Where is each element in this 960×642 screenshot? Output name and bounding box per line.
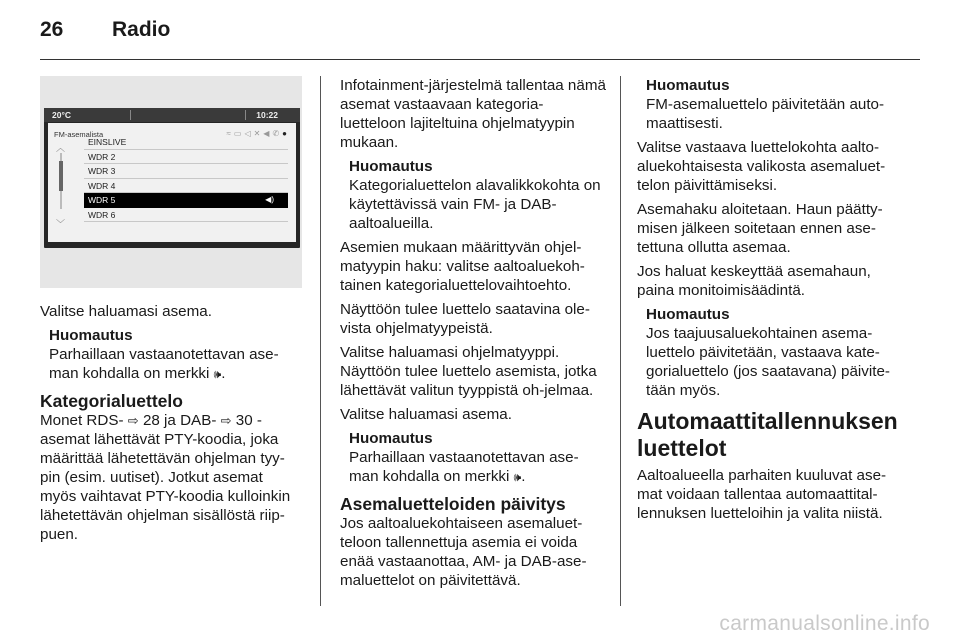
paragraph: Näyttöön tulee luettelo saatavina ole-vista ohjelmatyypeistä. — [340, 301, 590, 337]
chapter-title: Radio — [112, 18, 171, 41]
close-icon: ✕ — [253, 129, 264, 138]
section-heading-asemaluetteloiden-paivitys: Asemaluetteloiden päivitys — [340, 494, 566, 514]
scroll-down-icon[interactable]: ﹀ — [56, 219, 66, 229]
note-title: Huomautus — [349, 158, 433, 175]
mute-icon: ◁ — [244, 129, 254, 138]
station-list-item[interactable] — [84, 208, 288, 223]
page-header — [40, 18, 170, 48]
scrollbar-thumb[interactable] — [59, 161, 63, 191]
note-text: Jos taajuusaluekohtainen asema-luettelo päivitetään, vastaava kate-gorialuettelo (jos saatavana) päivite-tään myös. — [646, 325, 890, 399]
paragraph: Valitse haluamasi ohjelmatyyppi. Näyttöön tulee luettelo asemista, jotka lähettävät valitun tyyppistä oh-jelmaa. — [340, 344, 597, 399]
paragraph: Valitse haluamasi asema. — [340, 406, 512, 423]
station-name: WDR 3 — [88, 166, 116, 176]
station-name: WDR 5 — [88, 195, 116, 205]
speaker-icon: 🕪 — [513, 470, 522, 484]
note-box — [637, 305, 905, 400]
note-text: FM-asemaluettelo päivitetään auto-maattisesti. — [646, 96, 885, 132]
phone-icon: ✆ — [272, 129, 283, 138]
temperature-readout: 20°C — [52, 110, 71, 120]
section-heading-automaattitallennuksen-luettelot: Automaattitallennuksen luettelot — [637, 408, 898, 461]
speaker-icon: 🕪 — [213, 367, 222, 381]
note-box — [340, 157, 608, 233]
speaker-icon: ◀) — [265, 195, 274, 204]
paragraph: Valitse vastaava luettelokohta aalto-aluekohtaisesta valikosta asemaluet-telon päivittämiseksi. — [637, 139, 886, 194]
station-list-item[interactable] — [84, 179, 288, 194]
volume-icon: ◀ — [263, 129, 273, 138]
paragraph: Asemahaku aloitetaan. Haun päätty-misen jälkeen soitetaan ennen ase-tettuna ollutta asemaa. — [637, 201, 883, 256]
station-name: WDR 2 — [88, 151, 116, 162]
paragraph: Aaltoalueella parhaiten kuuluvat ase-mat voidaan tallentaa automaattital-lennuksen luetteloihin ja valita niistä. — [637, 467, 887, 522]
note-title: Huomautus — [349, 430, 433, 447]
paragraph: Asemien mukaan määrittyvän ohjel-matyypin haku: valitse aaltoaluekoh-tainen kategorialuettelovaihtoehto. — [340, 239, 585, 294]
column-divider-2 — [620, 76, 621, 606]
scroll-up-icon[interactable]: ︿ — [56, 143, 66, 153]
column-3 — [637, 76, 905, 528]
info-icon: ● — [282, 129, 290, 138]
signal-icon: ≈ — [226, 129, 234, 138]
page-ref-arrow-icon: ⇨ — [220, 413, 232, 428]
note-title: Huomautus — [646, 306, 730, 323]
station-name: WDR 6 — [88, 209, 116, 220]
station-list-panel — [48, 123, 296, 242]
paragraph: Jos haluat keskeyttää asemahaun, paina monitoimisäädintä. — [637, 263, 871, 299]
station-name: EINSLIVE — [88, 137, 127, 147]
radio-screen-figure — [40, 76, 302, 288]
page-number: 26 — [40, 18, 64, 41]
note-box — [637, 76, 905, 133]
header-rule — [40, 59, 920, 60]
clock-readout: 10:22 — [256, 110, 278, 120]
watermark: carmanualsonline.info — [719, 612, 930, 635]
network-icon: ▭ — [233, 129, 245, 138]
note-text: Parhaillaan vastaanotettavan ase- man kohdalla on merkki — [349, 449, 579, 485]
station-list-item[interactable] — [84, 150, 288, 165]
section-heading-kategorialuettelo: Kategorialuettelo — [40, 391, 183, 411]
paragraph: Valitse haluamasi asema. — [40, 303, 212, 320]
column-1 — [40, 76, 302, 549]
note-text: Kategorialuettelon alavalikkokohta on käytettävissä vain FM- ja DAB-aaltoalueilla. — [349, 177, 601, 232]
station-list — [84, 135, 288, 222]
column-divider-1 — [320, 76, 321, 606]
column-2 — [340, 76, 608, 595]
paragraph: Monet RDS- ⇨ 28 ja DAB- ⇨ 30 - asemat lähettävät PTY-koodia, joka määrittää lähetettävän ohjelman tyy-pin (esim. uutiset). Jotkut asemat myös vaihtavat PTY-koodia kulloinkin lähetettävän ohjelman sisällöstä riip-puen. — [40, 412, 291, 543]
display-status-bar — [44, 108, 300, 122]
note-title: Huomautus — [646, 77, 730, 94]
station-list-item[interactable] — [84, 193, 288, 208]
station-name: WDR 4 — [88, 180, 116, 191]
paragraph: Jos aaltoaluekohtaiseen asemaluet-teloon tallennettuja asemia ei voida enää vastaanottaa, AM- ja DAB-ase-maluettelot on päivitettävä. — [340, 515, 587, 589]
note-text: Parhaillaan vastaanotettavan ase- man kohdalla on merkki — [49, 346, 279, 382]
note-box: Huomautus Parhaillaan vastaanotettavan ase- man kohdalla on merkki 🕪. — [40, 326, 302, 384]
station-list-title: FM-asemalista — [54, 130, 104, 139]
station-list-item[interactable] — [84, 135, 288, 150]
note-box: Huomautus Parhaillaan vastaanotettavan ase- man kohdalla on merkki 🕪. — [340, 429, 608, 487]
station-list-item[interactable] — [84, 164, 288, 179]
infotainment-display — [44, 108, 300, 248]
paragraph: Infotainment-järjestelmä tallentaa nämä asemat vastaavaan kategoria-luetteloon lajiteltuina ohjelmatyypin mukaan. — [340, 77, 606, 151]
note-title: Huomautus — [49, 327, 133, 344]
page-ref-arrow-icon: ⇨ — [127, 413, 139, 428]
